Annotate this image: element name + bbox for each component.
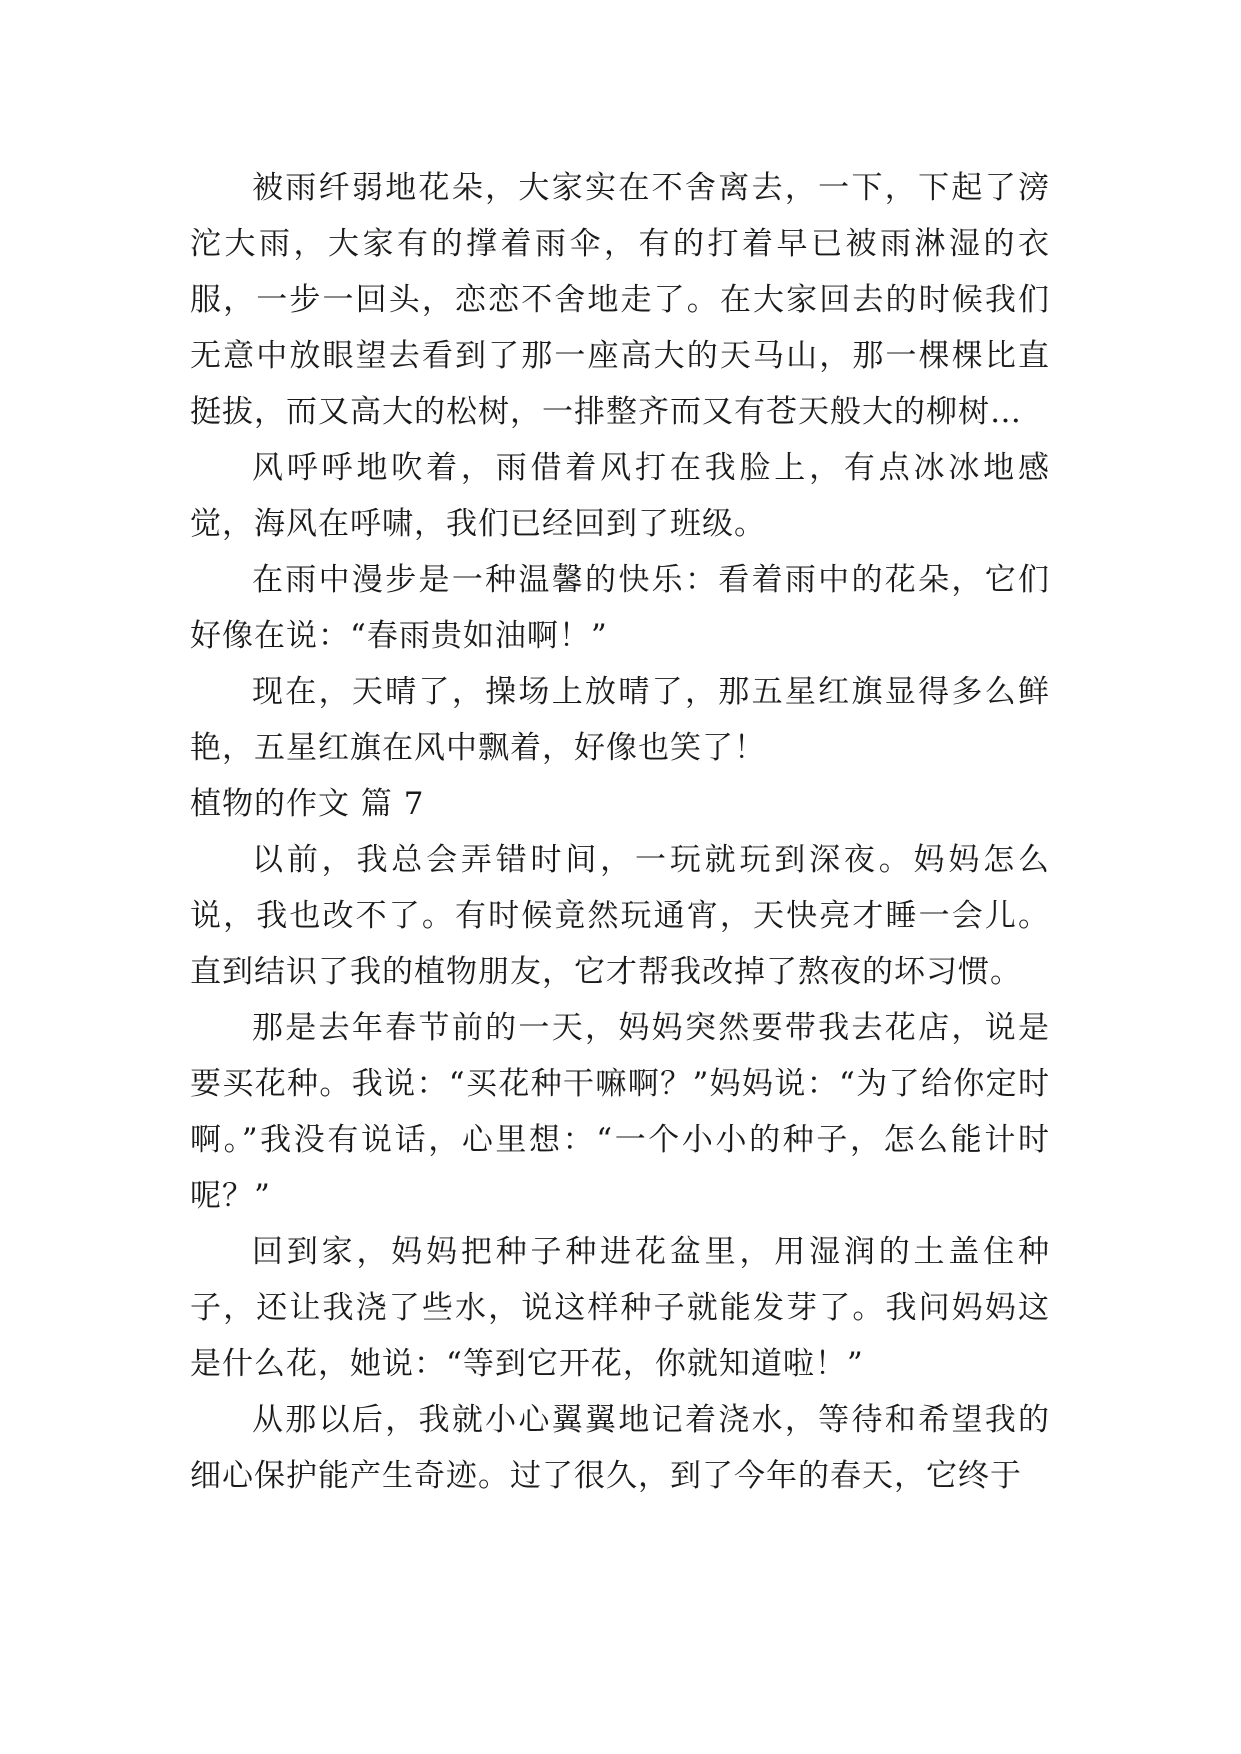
- section-heading: 植物的作文 篇 7: [190, 786, 425, 822]
- paragraph: 回到家，妈妈把种子种进花盆里，用湿润的土盖住种子，还让我浇了些水，说这样种子就能发芽了。我问妈妈这是什么花，她说：“等到它开花，你就知道啦！”: [190, 1234, 1050, 1382]
- paragraph: 在雨中漫步是一种温馨的快乐：看着雨中的花朵，它们好像在说：“春雨贵如油啊！”: [190, 562, 1050, 654]
- paragraph: 以前，我总会弄错时间，一玩就玩到深夜。妈妈怎么说，我也改不了。有时候竟然玩通宵，天快亮才睡一会儿。直到结识了我的植物朋友，它才帮我改掉了熬夜的坏习惯。: [190, 842, 1050, 990]
- paragraph: 那是去年春节前的一天，妈妈突然要带我去花店，说是要买花种。我说：“买花种干嘛啊？”妈妈说：“为了给你定时啊。”我没有说话，心里想：“一个小小的种子，怎么能计时呢？”: [190, 1010, 1050, 1214]
- paragraph: 现在，天晴了，操场上放晴了，那五星红旗显得多么鲜艳，五星红旗在风中飘着，好像也笑了！: [190, 674, 1050, 766]
- paragraph: 被雨纤弱地花朵，大家实在不舍离去，一下，下起了滂沱大雨，大家有的撑着雨伞，有的打着早已被雨淋湿的衣服，一步一回头，恋恋不舍地走了。在大家回去的时候我们无意中放眼望去看到了那一座高大的天马山，那一棵棵比直挺拔，而又高大的松树，一排整齐而又有苍天般大的柳树…: [190, 170, 1050, 430]
- document-body: [190, 160, 1050, 1504]
- paragraph: 从那以后，我就小心翼翼地记着浇水，等待和希望我的细心保护能产生奇迹。过了很久，到了今年的春天，它终于: [190, 1402, 1050, 1494]
- paragraph: 风呼呼地吹着，雨借着风打在我脸上，有点冰冰地感觉，海风在呼啸，我们已经回到了班级。: [190, 450, 1050, 542]
